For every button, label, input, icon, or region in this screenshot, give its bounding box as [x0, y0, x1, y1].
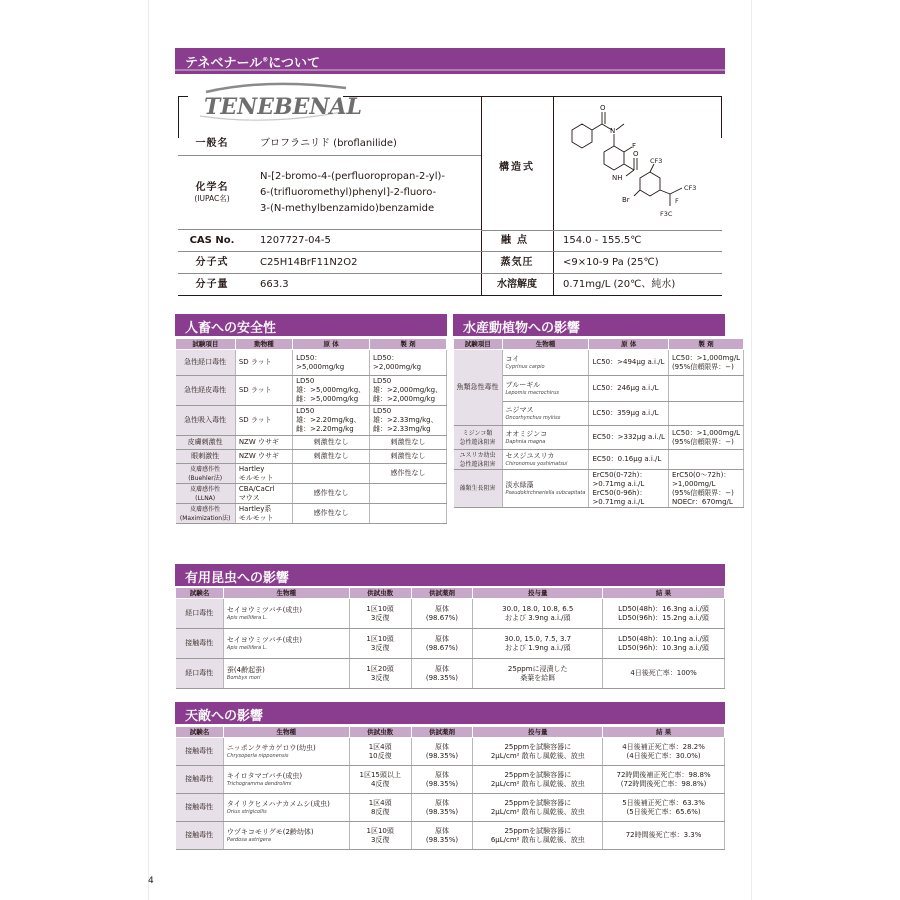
table-cell: 25ppmを試験容器に 2μL/cm² 散布し風乾後、放虫: [473, 794, 603, 822]
table-cell: CBA/CaCrl マウス: [235, 484, 292, 504]
table-cell: SD ラット: [235, 350, 292, 376]
column-header: 製 剤: [668, 339, 743, 350]
table-cell: 1区10頭 3反復: [349, 822, 411, 850]
formulation-cell: [668, 450, 743, 470]
table-cell: 急性経口毒性: [176, 350, 236, 376]
table-row: [176, 464, 447, 484]
table-cell: SD ラット: [235, 376, 292, 406]
test-name-cell: ユスリカ幼虫 急性遊泳阻害: [454, 450, 503, 470]
cas-row: [178, 230, 481, 252]
aquatic-title: 水産動植物への影響: [463, 321, 581, 336]
atom-n1: N: [610, 127, 616, 135]
table-cell: 30.0, 18.0, 10.8, 6.5 および 3.9ng a.i./頭: [473, 599, 603, 629]
table-row: [176, 822, 725, 850]
table-cell: LD50： >5,000mg/kg: [293, 350, 370, 376]
active-cell: LC50：359μg a.i./L: [589, 402, 669, 426]
table-cell: NZW ウサギ: [235, 450, 292, 464]
atom-cf3-right: CF3: [684, 184, 697, 192]
atom-nh: NH: [612, 174, 623, 182]
table-cell: 皮膚感作性 (Maximization法): [176, 504, 236, 524]
column-header: 試験名: [176, 727, 224, 738]
cas-value: 1207727-04-5: [260, 234, 331, 246]
aquatic-effects-table: [453, 338, 744, 508]
table-row: [176, 436, 447, 450]
table-cell: 原体 (98.35%): [411, 738, 473, 766]
structure-label: 構造式: [499, 162, 535, 173]
general-name-label: 一般名: [195, 138, 229, 149]
chemical-name-row: [178, 156, 481, 230]
table-cell: 眼刺激性: [176, 450, 236, 464]
table-cell: 皮膚刺激性: [176, 436, 236, 450]
water-solubility-row: [481, 274, 722, 296]
structural-formula: [558, 98, 718, 228]
vapor-pressure-value: <9×10-9 Pa (25℃): [563, 256, 659, 268]
column-header: 投与量: [473, 588, 603, 599]
table-cell: 1区10頭 3反復: [349, 629, 411, 659]
table-cell: 刺激性なし: [293, 450, 370, 464]
column-header: 試験項目: [454, 339, 503, 350]
species-cell: 蚕(4齢起蚕) Bombyx mori: [223, 659, 349, 689]
atom-f3c: F3C: [660, 210, 673, 218]
atom-o1: O: [600, 104, 606, 112]
table-cell: 25ppmを試験容器に 2μL/cm² 散布し風乾後、放虫: [473, 766, 603, 794]
species-cell: セイヨウミツバチ(成虫) Apis mellifera L.: [223, 629, 349, 659]
table-row: [176, 766, 725, 794]
table-cell: 1区10頭 3反復: [349, 599, 411, 629]
about-title: テネベナール: [185, 56, 263, 71]
table-row: [176, 599, 725, 629]
table-row: [176, 794, 725, 822]
table-cell: 急性吸入毒性: [176, 406, 236, 436]
active-cell: LC50：>494μg a.i./L: [589, 350, 669, 376]
table-cell: LD50(48h)：16.3ng a.i./頭 LD50(96h)：15.2ng a.i./頭: [603, 599, 725, 629]
livestock-title: 人畜への安全性: [185, 321, 277, 336]
product-info-table: [178, 96, 722, 300]
table-cell: LD50： >2,000mg/kg: [370, 350, 447, 376]
test-name-cell: 経口毒性: [176, 659, 224, 689]
chemical-name-label: 化学名: [195, 182, 229, 193]
table-cell: 原体 (98.35%): [411, 766, 473, 794]
test-name-cell: 接触毒性: [176, 629, 224, 659]
species-cell: セスジユスリカ Chironomus yoshimatsui: [502, 450, 589, 470]
cas-label: CAS No.: [189, 235, 235, 246]
test-name-cell: 接触毒性: [176, 766, 224, 794]
test-name-cell: ミジンコ類 急性遊泳阻害: [454, 426, 503, 450]
test-name-cell: 接触毒性: [176, 794, 224, 822]
species-cell: キイロタマゴバチ(成虫) Trichogramma dendrolimi: [223, 766, 349, 794]
table-row: [176, 629, 725, 659]
species-cell: コイ Cyprinus carpio: [502, 350, 589, 376]
table-cell: 25ppmを試験容器に 2μL/cm² 散布し風乾後、放虫: [473, 738, 603, 766]
atom-cf3-top: CF3: [650, 157, 663, 165]
column-header: 供試薬剤: [411, 588, 473, 599]
table-cell: 1区4頭 8反復: [349, 794, 411, 822]
atom-f: F: [632, 142, 637, 150]
species-cell: セイヨウミツバチ(成虫) Apis mellifera L.: [223, 599, 349, 629]
table-row: [176, 406, 447, 436]
table-cell: 原体 (98.35%): [411, 794, 473, 822]
table-cell: 1区20頭 3反復: [349, 659, 411, 689]
atom-f-right: F: [675, 197, 679, 205]
table-cell: 刺激性なし: [370, 450, 447, 464]
species-cell: オオミジンコ Daphnia magna: [502, 426, 589, 450]
table-cell: 刺激性なし: [370, 436, 447, 450]
table-row: [176, 450, 447, 464]
enemies-band: [175, 702, 725, 724]
table-cell: 皮膚感作性 (LLNA): [176, 484, 236, 504]
table-cell: Hartley モルモット: [235, 464, 292, 484]
table-cell: Hartley系 モルモット: [235, 504, 292, 524]
about-band: テネベナール®について: [175, 48, 725, 74]
table-cell: 30.0, 15.0, 7.5, 3.7 および 1.9ng a.i./頭: [473, 629, 603, 659]
table-cell: 4日後死亡率：100%: [603, 659, 725, 689]
test-name-cell: 接触毒性: [176, 822, 224, 850]
general-name-row: [178, 132, 481, 156]
vapor-pressure-label: 蒸気圧: [500, 257, 534, 268]
species-cell: 淡水緑藻 Pseudokirchneriella subcapitata: [502, 470, 589, 508]
melting-point-row: [481, 230, 722, 252]
species-cell: ニジマス Oncorhynchus mykiss: [502, 402, 589, 426]
column-header: 原 体: [293, 339, 370, 350]
table-cell: 72時間後死亡率：3.3%: [603, 822, 725, 850]
table-cell: LD50 雄：>5,000mg/kg、 雌：>5,000mg/kg: [293, 376, 370, 406]
table-row: [454, 470, 744, 508]
molecular-weight-value: 663.3: [260, 278, 289, 290]
formulation-cell: [668, 376, 743, 402]
molecular-weight-label: 分子量: [195, 279, 229, 290]
active-cell: EC50：0.16μg a.i./L: [589, 450, 669, 470]
chemical-name-line-3: 3-(N-methylbenzamido)benzamide: [260, 202, 435, 214]
table-row: [176, 376, 447, 406]
test-name-cell: 魚類急性毒性: [454, 350, 503, 426]
chemical-name-sub: (IUPAC名): [194, 194, 230, 203]
natural-enemies-table: [175, 726, 725, 850]
column-header: 結 果: [603, 588, 725, 599]
table-cell: 刺激性なし: [293, 436, 370, 450]
water-solubility-label: 水溶解度: [497, 279, 537, 290]
header-row: [176, 727, 725, 738]
melting-point-label: 融点: [501, 235, 533, 246]
tenebenal-logo: [196, 82, 363, 122]
table-cell: [370, 504, 447, 524]
column-header: 動物種: [235, 339, 292, 350]
table-cell: 4日後補正死亡率：28.2% (4日後死亡率：30.0%): [603, 738, 725, 766]
table-row: [176, 350, 447, 376]
insects-title: 有用昆虫への影響: [185, 571, 290, 586]
about-title-suffix: について: [268, 56, 320, 71]
column-header: 投与量: [473, 727, 603, 738]
formula-label: 分子式: [195, 257, 229, 268]
active-cell: LC50：246μg a.i./L: [589, 376, 669, 402]
species-cell: ニッポンクサカゲロウ(幼虫) Chrysoperla nipponensis: [223, 738, 349, 766]
table-cell: 72時間後補正死亡率：98.8% (72時間後死亡率：98.8%): [603, 766, 725, 794]
column-header: 結 果: [603, 727, 725, 738]
column-header: 試験項目: [176, 339, 236, 350]
table-cell: 1区4頭 10反復: [349, 738, 411, 766]
table-cell: 原体 (98.35%): [411, 822, 473, 850]
table-cell: 1区15頭以上 4反復: [349, 766, 411, 794]
column-header: 試験名: [176, 588, 224, 599]
test-name-cell: 藻類生長阻害: [454, 470, 503, 508]
table-row: [454, 450, 744, 470]
page-number: 4: [148, 876, 154, 886]
column-header: 製 剤: [370, 339, 447, 350]
table-cell: 感作性なし: [293, 504, 370, 524]
species-cell: ウヅキコモリグモ(2齢幼体) Pardosa astrigera: [223, 822, 349, 850]
insects-band: [175, 564, 725, 586]
table-cell: LD50 雄：>2.33mg/kg、 雌：>2.33mg/kg: [370, 406, 447, 436]
header-row: [176, 339, 447, 350]
melting-point-value: 154.0 - 155.5℃: [563, 234, 642, 246]
molecular-weight-row: [178, 274, 481, 296]
livestock-safety-table: [175, 338, 447, 524]
table-row: [454, 350, 744, 376]
column-header: 生物種: [223, 727, 349, 738]
column-header: 供試薬剤: [411, 727, 473, 738]
vapor-pressure-row: [481, 252, 722, 274]
column-header: 供試虫数: [349, 588, 411, 599]
table-cell: SD ラット: [235, 406, 292, 436]
table-row: [176, 738, 725, 766]
table-cell: 5日後補正死亡率：63.3% (5日後死亡率：65.6%): [603, 794, 725, 822]
test-name-cell: 経口毒性: [176, 599, 224, 629]
water-solubility-value: 0.71mg/L (20℃、純水): [563, 278, 676, 290]
table-cell: 皮膚感作性 (Buehler法): [176, 464, 236, 484]
table-cell: 急性経皮毒性: [176, 376, 236, 406]
logo-text: TENEBENAL: [204, 94, 363, 120]
livestock-band: [175, 314, 447, 336]
chemical-name-line-1: N-[2-bromo-4-(perfluoropropan-2-yl)-: [260, 170, 445, 182]
table-cell: LD50(48h)：10.1ng a.i./頭 LD50(96h)：10.3ng a.i./頭: [603, 629, 725, 659]
header-row: [454, 339, 744, 350]
active-cell: EC50：>332μg a.i./L: [589, 426, 669, 450]
table-row: [176, 504, 447, 524]
table-cell: 25ppmを試験容器に 6μL/cm² 散布し風乾後、放虫: [473, 822, 603, 850]
table-cell: LD50 雄：>2.20mg/kg、 雌：>2.20mg/kg: [293, 406, 370, 436]
chemical-name-line-2: 6-(trifluoromethyl)phenyl]-2-fluoro-: [260, 186, 437, 198]
formula-row: [178, 252, 481, 274]
aquatic-band: [453, 314, 725, 336]
species-cell: タイリクヒメハナカメムシ(成虫) Orius strigicollis: [223, 794, 349, 822]
column-header: 生物種: [223, 588, 349, 599]
table-row: [454, 426, 744, 450]
table-cell: NZW ウサギ: [235, 436, 292, 450]
table-cell: LD50 雄：>2,000mg/kg、 雌：>2,000mg/kg: [370, 376, 447, 406]
atom-o2: O: [633, 150, 639, 158]
species-cell: ブルーギル Lepomis macrochirus: [502, 376, 589, 402]
table-cell: [293, 464, 370, 484]
formulation-cell: ErC50(0〜72h)： >1,000mg/L (95%信頼限界：−) NOECr：670mg/L: [668, 470, 743, 508]
table-row: [176, 484, 447, 504]
column-header: 生物種: [502, 339, 589, 350]
formula-value: C25H14BrF11N2O2: [260, 256, 358, 268]
formulation-cell: LC50：>1,000mg/L (95%信頼限界：−): [668, 350, 743, 376]
table-cell: 原体 (98.67%): [411, 599, 473, 629]
table-cell: [370, 484, 447, 504]
formulation-cell: [668, 402, 743, 426]
test-name-cell: 接触毒性: [176, 738, 224, 766]
formulation-cell: LC50：>1,000mg/L (95%信頼限界：−): [668, 426, 743, 450]
column-header: 供試虫数: [349, 727, 411, 738]
table-cell: 感作性なし: [370, 464, 447, 484]
general-name-value: ブロフラニリド (broflanilide): [260, 137, 397, 149]
atom-br: Br: [622, 196, 630, 204]
table-cell: 原体 (98.67%): [411, 629, 473, 659]
active-cell: ErC50(0-72h)： >0.71mg a.i./L ErC50(0-96h)： >0.71mg a.i./L: [589, 470, 669, 508]
enemies-title: 天敵への影響: [185, 709, 264, 724]
table-row: [176, 659, 725, 689]
beneficial-insects-table: [175, 587, 725, 689]
table-cell: 原体 (98.35%): [411, 659, 473, 689]
column-header: 原 体: [589, 339, 669, 350]
table-cell: 感作性なし: [293, 484, 370, 504]
header-row: [176, 588, 725, 599]
table-cell: 25ppmに浸漬した 桑葉を給餌: [473, 659, 603, 689]
